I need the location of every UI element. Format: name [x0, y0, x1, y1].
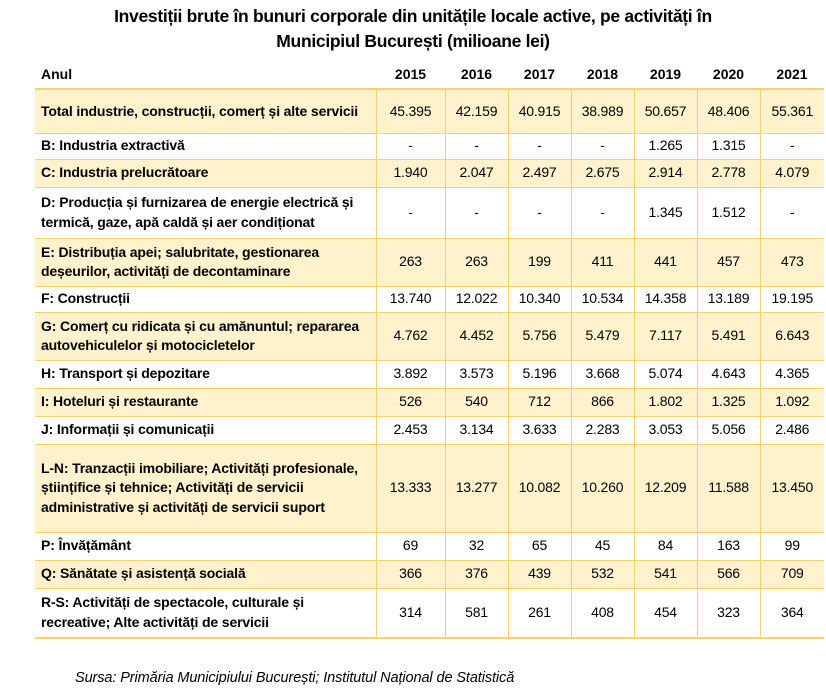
cell-value: 50.657 [634, 89, 697, 133]
table-row [35, 588, 824, 638]
cell-value: 5.479 [571, 312, 634, 360]
cell-value: 5.756 [508, 312, 571, 360]
row-label: D: Producția și furnizarea de energie electrică și termică, gaze, apă caldă și aer condiționat [35, 187, 376, 238]
cell-value: 65 [508, 532, 571, 560]
cell-value: - [571, 133, 634, 159]
row-label: E: Distribuția apei; salubritate, gestionarea deșeurilor, activități de decontaminare [35, 238, 376, 286]
table-row [35, 187, 824, 238]
cell-value: 526 [376, 388, 445, 416]
cell-value: 376 [445, 560, 508, 588]
cell-value: 3.573 [445, 360, 508, 388]
cell-value: 13.189 [697, 286, 760, 312]
cell-value: 314 [376, 588, 445, 638]
table-row [35, 532, 824, 560]
cell-value: 14.358 [634, 286, 697, 312]
cell-value: 45 [571, 532, 634, 560]
cell-value: 4.079 [760, 159, 824, 187]
cell-value: 10.260 [571, 444, 634, 532]
cell-value: 2.675 [571, 159, 634, 187]
row-label: J: Informații și comunicații [35, 416, 376, 444]
table-row [35, 444, 824, 532]
cell-value: 40.915 [508, 89, 571, 133]
header-year: 2017 [508, 60, 571, 89]
cell-value: 261 [508, 588, 571, 638]
cell-value: 32 [445, 532, 508, 560]
cell-value: 6.643 [760, 312, 824, 360]
cell-value: 1.345 [634, 187, 697, 238]
row-label: G: Comerț cu ridicata și cu amănuntul; repararea autovehiculelor și motocicletelor [35, 312, 376, 360]
table-row [35, 560, 824, 588]
cell-value: 55.361 [760, 89, 824, 133]
cell-value: 866 [571, 388, 634, 416]
cell-value: 4.452 [445, 312, 508, 360]
cell-value: 12.209 [634, 444, 697, 532]
cell-value: 2.047 [445, 159, 508, 187]
cell-value: 10.082 [508, 444, 571, 532]
cell-value: 540 [445, 388, 508, 416]
cell-value: 411 [571, 238, 634, 286]
table-title [0, 4, 826, 54]
cell-value: - [445, 133, 508, 159]
cell-value: - [760, 187, 824, 238]
cell-value: 454 [634, 588, 697, 638]
cell-value: 3.134 [445, 416, 508, 444]
row-label: R-S: Activități de spectacole, culturale și recreative; Alte activități de servicii [35, 588, 376, 638]
cell-value: - [760, 133, 824, 159]
cell-value: 4.365 [760, 360, 824, 388]
row-label: L-N: Tranzacții imobiliare; Activități profesionale, științifice și tehnice; Activități de servicii administrative și activități de servicii suport [35, 444, 376, 532]
cell-value: 541 [634, 560, 697, 588]
cell-value: 1.940 [376, 159, 445, 187]
cell-value: 38.989 [571, 89, 634, 133]
table-row [35, 159, 824, 187]
cell-value: 7.117 [634, 312, 697, 360]
cell-value: 42.159 [445, 89, 508, 133]
cell-value: 5.196 [508, 360, 571, 388]
header-year: 2020 [697, 60, 760, 89]
cell-value: 439 [508, 560, 571, 588]
cell-value: 12.022 [445, 286, 508, 312]
row-label: P: Învățământ [35, 532, 376, 560]
table-row [35, 238, 824, 286]
investment-table [35, 60, 824, 639]
header-year: 2015 [376, 60, 445, 89]
header-year: 2018 [571, 60, 634, 89]
cell-value: 712 [508, 388, 571, 416]
row-label: C: Industria prelucrătoare [35, 159, 376, 187]
cell-value: 3.668 [571, 360, 634, 388]
cell-value: - [376, 187, 445, 238]
cell-value: 4.762 [376, 312, 445, 360]
cell-value: 441 [634, 238, 697, 286]
cell-value: - [571, 187, 634, 238]
cell-value: 473 [760, 238, 824, 286]
cell-value: 2.914 [634, 159, 697, 187]
cell-value: 99 [760, 532, 824, 560]
cell-value: 84 [634, 532, 697, 560]
cell-value: 163 [697, 532, 760, 560]
cell-value: 5.056 [697, 416, 760, 444]
table-body [35, 89, 824, 638]
cell-value: 19.195 [760, 286, 824, 312]
cell-value: 457 [697, 238, 760, 286]
cell-value: 2.283 [571, 416, 634, 444]
cell-value: 1.092 [760, 388, 824, 416]
cell-value: 1.315 [697, 133, 760, 159]
cell-value: 13.333 [376, 444, 445, 532]
cell-value: - [445, 187, 508, 238]
row-label: F: Construcții [35, 286, 376, 312]
header-year: 2019 [634, 60, 697, 89]
row-label: I: Hoteluri și restaurante [35, 388, 376, 416]
table-row [35, 416, 824, 444]
header-label: Anul [35, 60, 376, 89]
cell-value: 3.892 [376, 360, 445, 388]
cell-value: 581 [445, 588, 508, 638]
cell-value: 709 [760, 560, 824, 588]
cell-value: 3.053 [634, 416, 697, 444]
cell-value: 10.340 [508, 286, 571, 312]
header-year: 2021 [760, 60, 824, 89]
cell-value: 199 [508, 238, 571, 286]
cell-value: 10.534 [571, 286, 634, 312]
table-row [35, 312, 824, 360]
cell-value: 366 [376, 560, 445, 588]
table-row [35, 286, 824, 312]
cell-value: - [508, 187, 571, 238]
cell-value: 323 [697, 588, 760, 638]
cell-value: 69 [376, 532, 445, 560]
cell-value: 532 [571, 560, 634, 588]
title-line-1: Investiții brute în bunuri corporale din unitățile locale active, pe activități în [114, 6, 712, 26]
cell-value: 45.395 [376, 89, 445, 133]
table-row [35, 360, 824, 388]
table-row [35, 388, 824, 416]
cell-value: - [376, 133, 445, 159]
cell-value: 2.486 [760, 416, 824, 444]
row-label: Total industrie, construcții, comerț și alte servicii [35, 89, 376, 133]
cell-value: 364 [760, 588, 824, 638]
cell-value: 1.512 [697, 187, 760, 238]
cell-value: 408 [571, 588, 634, 638]
cell-value: 3.633 [508, 416, 571, 444]
cell-value: 1.325 [697, 388, 760, 416]
title-line-2: Municipiul București (milioane lei) [276, 31, 550, 51]
row-label: Q: Sănătate și asistență socială [35, 560, 376, 588]
row-label: B: Industria extractivă [35, 133, 376, 159]
header-row [35, 60, 824, 89]
table-row [35, 133, 824, 159]
cell-value: 2.778 [697, 159, 760, 187]
cell-value: 263 [376, 238, 445, 286]
row-label: H: Transport și depozitare [35, 360, 376, 388]
cell-value: 566 [697, 560, 760, 588]
header-year: 2016 [445, 60, 508, 89]
cell-value: 1.265 [634, 133, 697, 159]
cell-value: 1.802 [634, 388, 697, 416]
cell-value: 11.588 [697, 444, 760, 532]
cell-value: 2.497 [508, 159, 571, 187]
cell-value: 2.453 [376, 416, 445, 444]
cell-value: 4.643 [697, 360, 760, 388]
cell-value: 13.277 [445, 444, 508, 532]
cell-value: 5.074 [634, 360, 697, 388]
cell-value: 5.491 [697, 312, 760, 360]
cell-value: 13.740 [376, 286, 445, 312]
table-row [35, 89, 824, 133]
cell-value: 263 [445, 238, 508, 286]
cell-value: 13.450 [760, 444, 824, 532]
cell-value: - [508, 133, 571, 159]
cell-value: 48.406 [697, 89, 760, 133]
source-note: Sursa: Primăria Municipiului București; Institutul Național de Statistică [75, 670, 515, 686]
